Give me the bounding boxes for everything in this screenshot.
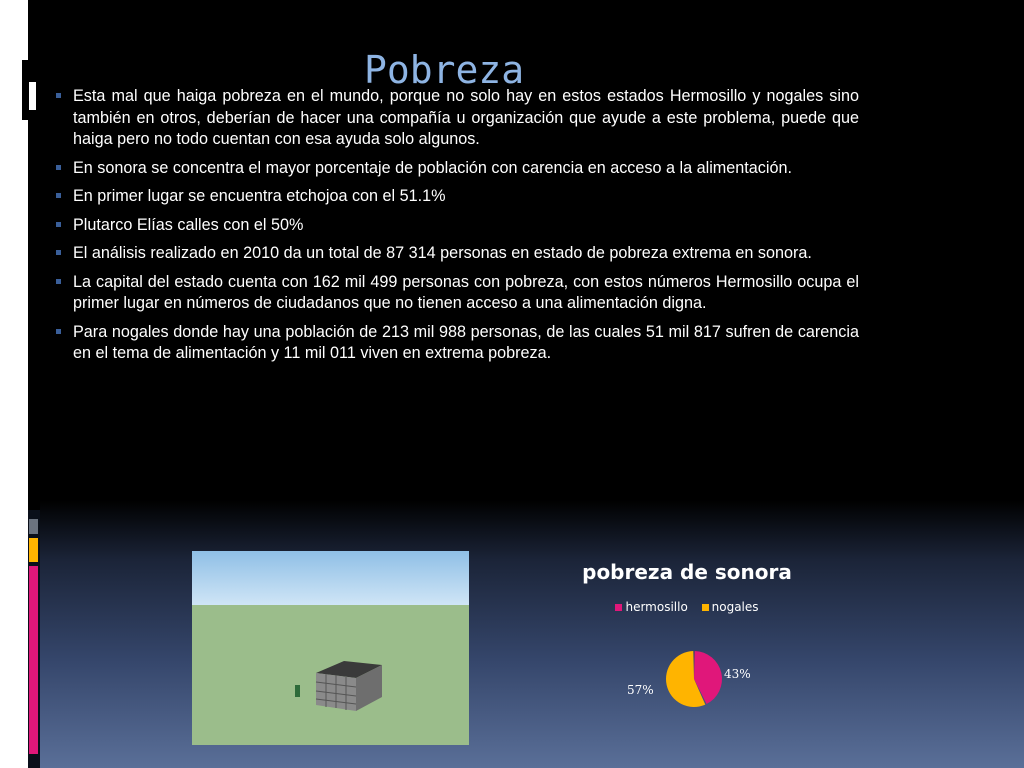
bullet-marker	[56, 93, 61, 98]
chart-title: pobreza de sonora	[582, 560, 792, 584]
bullet-text: La capital del estado cuenta con 162 mil 499 personas con pobreza, con estos números Hermosillo ocupa el primer lugar en números de ciudadanos que no tienen acceso a una alimentación digna.	[73, 272, 859, 312]
bullet-marker	[56, 222, 61, 227]
pie-svg	[560, 552, 814, 742]
band-gray-block	[29, 519, 38, 534]
band-black-strip	[28, 0, 40, 60]
slide-title: Pobreza	[364, 48, 525, 92]
bullet-text: El análisis realizado en 2010 da un total de 87 314 personas en estado de pobreza extrema en sonora.	[73, 244, 812, 262]
bullet-marker	[56, 279, 61, 284]
bullet-text: En primer lugar se encuentra etchojoa con el 51.1%	[73, 187, 446, 205]
bullet-text: Plutarco Elías calles con el 50%	[73, 215, 304, 234]
legend-label: hermosillo	[625, 600, 688, 614]
bullet-item	[57, 158, 859, 180]
bullet-marker	[56, 329, 61, 334]
bullet-item	[57, 243, 859, 265]
pie-slices	[666, 651, 722, 707]
person-figure	[295, 685, 300, 697]
legend-label: nogales	[711, 600, 759, 614]
bullet-marker	[56, 165, 61, 170]
bullet-text: Esta mal que haiga pobreza en el mundo, porque no solo hay en estos estados Hermosillo y nogales sino también en otros, deberían de hacer una compañía u organización que ayude a este problema, puede que haiga pero no todo cuentan con esa ayuda solo algunos.	[73, 87, 859, 148]
building-render	[192, 551, 469, 745]
bullet-text: Para nogales donde hay una población de 213 mil 988 personas, de las cuales 51 mil 817 sufren de carencia en el tema de alimentación y 11 mil 011 viven en extrema pobreza.	[73, 322, 859, 362]
pie-chart	[560, 552, 814, 742]
slice-label-nogales: 57%	[627, 683, 654, 697]
band-black-strip	[28, 120, 40, 510]
bullet-item	[57, 322, 859, 365]
slice-label-hermosillo: 43%	[724, 667, 751, 681]
bullet-marker	[56, 250, 61, 255]
bullet-text: En sonora se concentra el mayor porcentaje de población con carencia en acceso a la alimentación.	[73, 158, 792, 177]
band-pink-block	[29, 566, 38, 754]
bullet-item	[57, 186, 859, 208]
bullet-item	[57, 86, 859, 151]
building-scene-image	[192, 551, 469, 745]
bullet-list	[57, 86, 859, 372]
bullet-marker	[56, 193, 61, 198]
band-yellow-block	[29, 538, 38, 562]
bullet-item	[57, 215, 859, 237]
left-decorative-band	[0, 0, 40, 768]
band-notch	[29, 82, 36, 110]
bullet-item	[57, 272, 859, 315]
